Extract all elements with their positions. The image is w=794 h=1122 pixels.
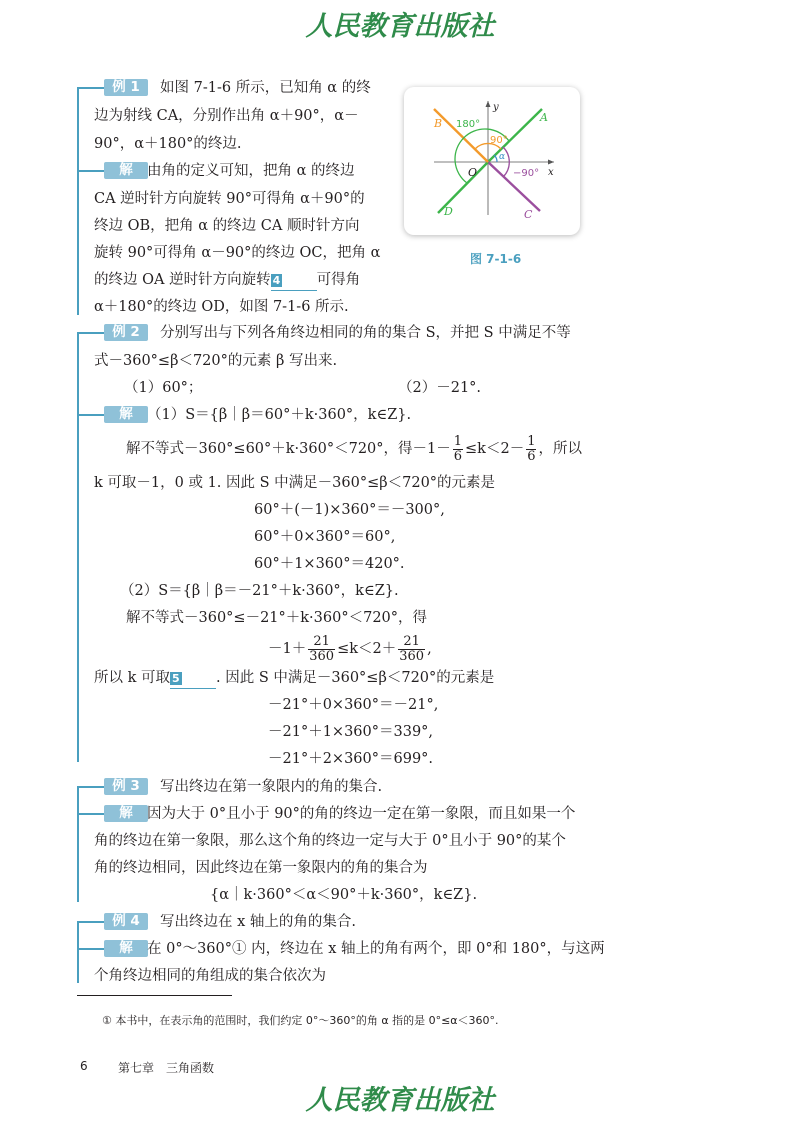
fill-blank-4-number: 4: [272, 274, 281, 287]
angle-diagram: [404, 87, 580, 235]
example-2-solution-line-3: k 可取－1，0 或 1. 因此 S 中满足－360°≤β＜720°的元素是: [94, 475, 496, 491]
label-x: x: [548, 167, 554, 178]
example-1-solution-line-5-a: 的终边 OA 逆时针方向旋转: [94, 272, 271, 288]
example-2-solution-line-7-b: . 因此 S 中满足－360°≤β＜720°的元素是: [216, 670, 495, 686]
x-axis-arrow: [548, 160, 554, 165]
publisher-logo-header-text: 人民教育出版社: [305, 11, 495, 42]
label-y: y: [493, 102, 499, 113]
label-90: 90°: [490, 135, 508, 146]
ray-ob: [434, 109, 488, 162]
example-3-solution-line-2: 角的终边在第一象限，那么这个角的终边一定与大于 0°且小于 90°的某个: [94, 833, 566, 849]
publisher-logo-footer-text: 人民教育出版社: [305, 1085, 495, 1116]
example-1-solution-tag: 解: [104, 162, 148, 179]
example-2-part-1: （1）60°；: [124, 380, 203, 396]
fraction-3-denominator: 360: [309, 648, 335, 664]
example-2-solution-line-7: [94, 668, 494, 690]
example-1-solution-line-5-b: 可得角: [316, 272, 361, 288]
chapter-title: 第七章 三角函数: [118, 1061, 215, 1075]
publisher-logo-footer: [250, 1080, 550, 1120]
example-2-solution-line-2-a: 解不等式－360°≤60°＋k·360°＜720°，得－1－: [126, 441, 451, 457]
fill-blank-4[interactable]: [271, 270, 317, 291]
publisher-logo-header: [250, 6, 550, 46]
label-origin: O: [468, 166, 478, 179]
label-c: C: [524, 208, 533, 221]
fraction-2-denominator: 6: [527, 448, 536, 464]
example-2-solution-tag: 解: [104, 406, 148, 423]
example-4-solution-line-2: 个角终边相同的角组成的集合依次为: [94, 968, 326, 984]
example-3-sidebar: [77, 786, 79, 902]
example-2-solution-line-6-c: ,: [427, 641, 432, 657]
example-1-line-1: 如图 7-1-6 所示，已知角 α 的终: [160, 80, 371, 96]
example-2-solution-line-5: 解不等式－360°≤－21°＋k·360°＜720°，得: [126, 610, 428, 626]
page-number: 6: [80, 1059, 88, 1073]
fraction-1-numerator: 1: [453, 433, 463, 449]
example-2-solution-line-2-b: ≤k＜2－: [465, 441, 525, 457]
fraction-4-numerator: 21: [398, 635, 425, 650]
equation-6: －21°＋2×360°＝699°.: [268, 751, 434, 767]
label-alpha: α: [499, 152, 506, 162]
example-2-solution-line-6-a: －1＋: [268, 641, 307, 657]
example-2-part-2: （2）－21°.: [398, 380, 482, 396]
example-1-connector: [77, 87, 105, 89]
example-1-solution-line-2: CA 逆时针方向旋转 90°可得角 α＋90°的: [94, 191, 365, 207]
example-1-solution-line-5: [94, 270, 360, 292]
footnote-divider: [77, 995, 232, 996]
fraction-one-sixth-1: [453, 435, 463, 464]
example-2-line-1: 分别写出与下列各角终边相同的角的集合 S，并把 S 中满足不等: [160, 325, 571, 341]
example-1-solution-connector: [77, 170, 105, 172]
example-1-line-2: 边为射线 CA，分别作出角 α＋90°，α－: [94, 108, 359, 124]
example-3-connector: [77, 786, 105, 788]
example-2-line-2: 式－360°≤β＜720°的元素 β 写出来.: [94, 353, 338, 369]
equation-5: －21°＋1×360°＝339°,: [268, 724, 434, 740]
label-d: D: [444, 205, 453, 218]
example-1-solution-line-3: 终边 OB，把角 α 的终边 CA 顺时针方向: [94, 218, 360, 234]
example-3-solution-tag: 解: [104, 805, 148, 822]
example-2-solution-line-2: [126, 434, 582, 464]
fraction-1-denominator: 6: [453, 448, 463, 464]
example-2-connector: [77, 332, 105, 334]
fill-blank-5[interactable]: [170, 668, 216, 689]
footnote: ① 本书中，在表示角的范围时，我们约定 0°～360°的角 α 指的是 0°≤α＜360°.: [102, 1014, 499, 1027]
label-a: A: [540, 111, 548, 124]
example-2-solution-line-1: （1）S＝{β｜β＝60°＋k·360°，k∈Z}.: [147, 407, 412, 423]
fraction-21-360-2: [398, 635, 425, 664]
example-2-tag: 例 2: [104, 324, 148, 341]
fraction-4-denominator: 360: [399, 648, 425, 664]
example-4-solution-tag: 解: [104, 940, 148, 957]
figure-7-1-6: [404, 87, 580, 235]
example-1-solution-line-1: 由角的定义可知，把角 α 的终边: [147, 163, 355, 179]
example-4-sidebar: [77, 921, 79, 983]
example-4-tag: 例 4: [104, 913, 148, 930]
example-3-solution-connector: [77, 813, 105, 815]
label-b: B: [434, 117, 443, 130]
example-4-line-1: 写出终边在 x 轴上的角的集合.: [160, 914, 357, 930]
arc-alpha: [494, 155, 497, 162]
example-3-line-1: 写出终边在第一象限内的角的集合.: [160, 779, 383, 795]
fraction-2-numerator: 1: [527, 433, 536, 449]
equation-4: －21°＋0×360°＝－21°,: [268, 697, 439, 713]
example-3-solution-set: {α｜k·360°＜α＜90°＋k·360°，k∈Z}.: [210, 887, 478, 903]
example-4-solution-connector: [77, 948, 105, 950]
example-1-sidebar: [77, 87, 79, 315]
example-2-solution-line-7-a: 所以 k 可取: [94, 670, 171, 686]
equation-1: 60°＋(－1)×360°＝－300°,: [254, 502, 445, 518]
fraction-one-sixth-2: [526, 435, 536, 464]
example-2-sidebar: [77, 332, 79, 762]
label-180: 180°: [456, 119, 481, 130]
example-3-solution-line-3: 角的终边相同，因此终边在第一象限内的角的集合为: [94, 860, 428, 876]
example-1-tag: 例 1: [104, 79, 148, 96]
example-4-connector: [77, 921, 105, 923]
example-1-solution-line-6: α＋180°的终边 OD，如图 7-1-6 所示.: [94, 299, 349, 315]
figure-caption: 图 7-1-6: [470, 252, 522, 266]
example-2-solution-line-6-b: ≤k＜2＋: [337, 641, 397, 657]
label-minus-90: −90°: [513, 168, 540, 179]
fraction-21-360-1: [308, 635, 335, 664]
example-3-tag: 例 3: [104, 778, 148, 795]
example-4-solution-line-1: 在 0°～360°① 内，终边在 x 轴上的角有两个，即 0°和 180°，与这两: [147, 941, 605, 957]
example-2-solution-line-6: [268, 632, 432, 666]
y-axis-arrow: [486, 101, 491, 107]
equation-3: 60°＋1×360°＝420°.: [254, 556, 405, 572]
example-1-line-3: 90°，α＋180°的终边.: [94, 136, 242, 152]
example-1-solution-line-4: 旋转 90°可得角 α－90°的终边 OC，把角 α: [94, 245, 381, 261]
example-2-solution-line-2-c: ，所以: [538, 441, 582, 457]
fraction-3-numerator: 21: [308, 635, 335, 650]
example-3-solution-line-1: 因为大于 0°且小于 90°的角的终边一定在第一象限，而且如果一个: [147, 806, 576, 822]
example-2-solution-line-4: （2）S＝{β｜β＝－21°＋k·360°，k∈Z}.: [120, 583, 399, 599]
equation-2: 60°＋0×360°＝60°,: [254, 529, 396, 545]
example-2-solution-connector: [77, 414, 105, 416]
fill-blank-5-number: 5: [172, 672, 180, 685]
